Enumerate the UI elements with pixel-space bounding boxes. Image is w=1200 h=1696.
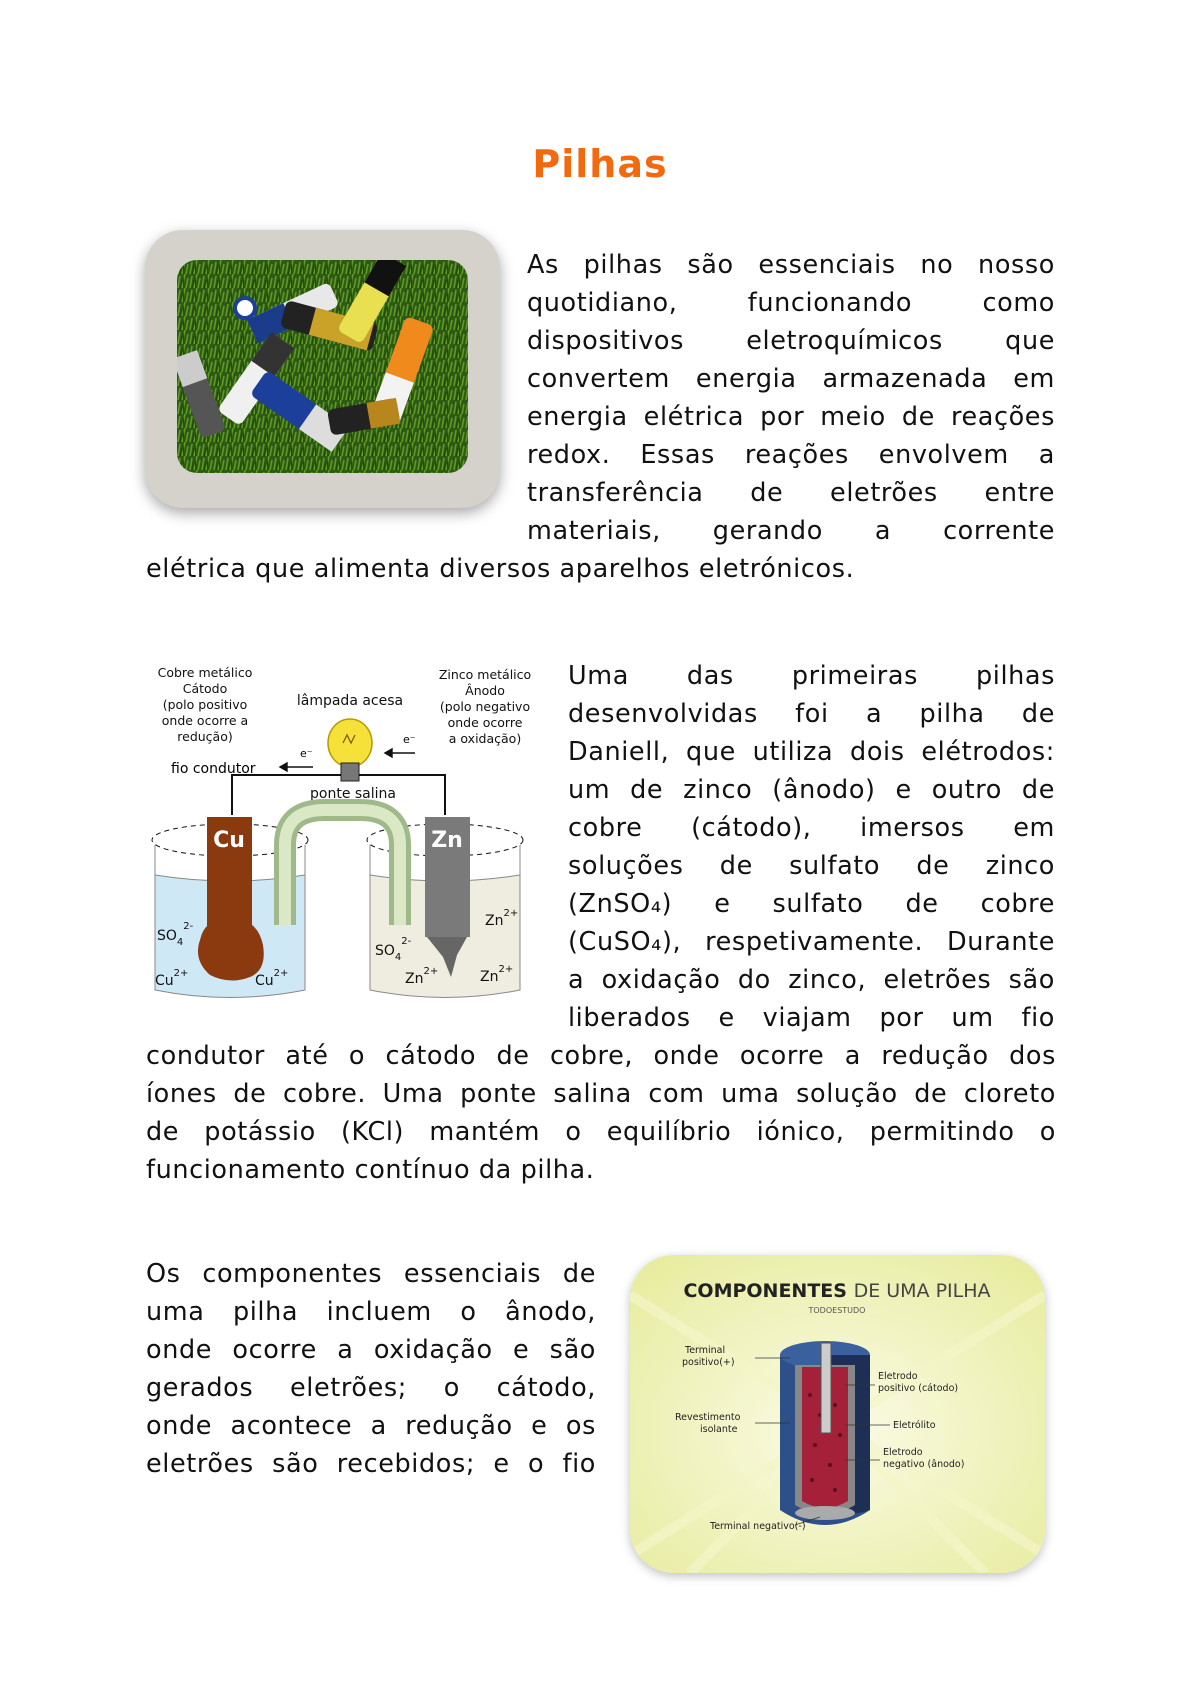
text-line: (ZnSO₄) e sulfato de cobre [568, 889, 1055, 919]
zinc-label: a oxidação) [448, 731, 522, 746]
electrolyte-label: Eletrólito [893, 1420, 936, 1431]
lamp-label: lâmpada acesa [296, 693, 404, 709]
components-title: COMPONENTES DE UMA PILHA [683, 1280, 991, 1302]
text-line: gerados eletrões; o cátodo, [146, 1373, 596, 1403]
text-line: energia elétrica por meio de reações [527, 402, 1055, 432]
text-line: onde acontece a redução e os [146, 1411, 596, 1441]
ion-label: $SO_4^{2-}$ [157, 921, 194, 948]
text-line: Uma das primeiras pilhas [568, 661, 1055, 691]
daniell-paragraph-full [146, 1037, 1056, 1189]
text-line: liberados e viajam por um fio [568, 1003, 1055, 1033]
zinc-label: (polo negativo [439, 699, 531, 714]
cathode-label: positivo (cátodo) [878, 1383, 959, 1394]
zinc-label: onde ocorre [447, 715, 523, 730]
copper-label: Cobre metálico [157, 665, 253, 680]
copper-label: onde ocorre a [161, 713, 249, 728]
text-line: As pilhas são essenciais no nosso [527, 250, 1055, 280]
batteries-photo-frame [145, 230, 500, 508]
terminal-positive-label: positivo(+) [682, 1357, 735, 1368]
intro-paragraph-right [527, 246, 1055, 550]
copper-label: redução) [177, 729, 233, 744]
zinc-label: Zinco metálico [438, 667, 532, 682]
ion-label: $Zn^{2+}$ [485, 908, 519, 929]
text-line: íones de cobre. Uma ponte salina com uma solução de cloreto [146, 1079, 1056, 1109]
terminal-negative-label: Terminal negativo(-) [710, 1521, 806, 1532]
ion-label: $Zn^{2+}$ [480, 964, 514, 985]
zinc-label: Ânodo [465, 683, 505, 698]
text-line: Daniell, que utiliza dois elétrodos: [568, 737, 1055, 767]
components-paragraph [146, 1255, 596, 1483]
text-line: um de zinco (ânodo) e outro de [568, 775, 1055, 805]
text-line: uma pilha incluem o ânodo, [146, 1297, 596, 1327]
terminal-positive-label: Terminal [685, 1345, 726, 1356]
copper-label: (polo positivo [162, 697, 248, 712]
copper-electrode-label: Cu [213, 828, 245, 853]
battery-cutaway-icon [780, 1341, 870, 1525]
text-line: cobre (cátodo), imersos em [568, 813, 1055, 843]
page-title: Pilhas [532, 142, 668, 186]
text-line: eletrões são recebidos; e o fio [146, 1449, 596, 1479]
daniell-cell-diagram [145, 655, 545, 1010]
text-line: transferência de eletrões entre [527, 478, 1055, 508]
batteries-photo [177, 260, 468, 473]
text-line: de potássio (KCl) mantém o equilíbrio iónico, permitindo o [146, 1117, 1056, 1147]
text-line: onde ocorre a oxidação e são [146, 1335, 596, 1365]
text-line: materiais, gerando a corrente [527, 516, 1055, 546]
text-line: condutor até o cátodo de cobre, onde ocorre a redução dos [146, 1041, 1056, 1071]
zinc-electrode-label: Zn [431, 828, 463, 853]
text-line: funcionamento contínuo da pilha. [146, 1155, 595, 1185]
insulation-label: Revestimento [675, 1412, 741, 1423]
text-line: Os componentes essenciais de [146, 1259, 596, 1289]
wire-label: fio condutor [171, 761, 256, 777]
anode-label: negativo (ânodo) [883, 1459, 965, 1470]
text-line: elétrica que alimenta diversos aparelhos eletrónicos. [146, 554, 855, 584]
insulation-label: isolante [700, 1424, 738, 1435]
text-line: soluções de sulfato de zinco [568, 851, 1055, 881]
electron-label: e⁻ [300, 747, 313, 760]
bulb-icon [328, 719, 372, 781]
salt-bridge-label: ponte salina [310, 786, 396, 802]
text-line: quotidiano, funcionando como [527, 288, 1055, 318]
text-line: redox. Essas reações envolvem a [527, 440, 1055, 470]
ion-label: $SO_4^{2-}$ [375, 936, 412, 963]
text-line: (CuSO₄), respetivamente. Durante [568, 927, 1055, 957]
ion-label: $Cu^{2+}$ [255, 968, 289, 989]
text-line: dispositivos eletroquímicos que [527, 326, 1055, 356]
cathode-label: Eletrodo [878, 1371, 918, 1382]
anode-label: Eletrodo [883, 1447, 923, 1458]
ion-label: $Cu^{2+}$ [155, 968, 189, 989]
battery-components-diagram [630, 1255, 1045, 1573]
components-subtitle: TODOESTUDO [808, 1306, 866, 1315]
electron-label: e⁻ [403, 733, 416, 746]
daniell-paragraph-right [568, 657, 1055, 1037]
text-line: desenvolvidas foi a pilha de [568, 699, 1055, 729]
text-line: a oxidação do zinco, eletrões são [568, 965, 1055, 995]
copper-label: Cátodo [182, 681, 228, 696]
ion-label: $Zn^{2+}$ [405, 966, 439, 987]
text-line: convertem energia armazenada em [527, 364, 1055, 394]
